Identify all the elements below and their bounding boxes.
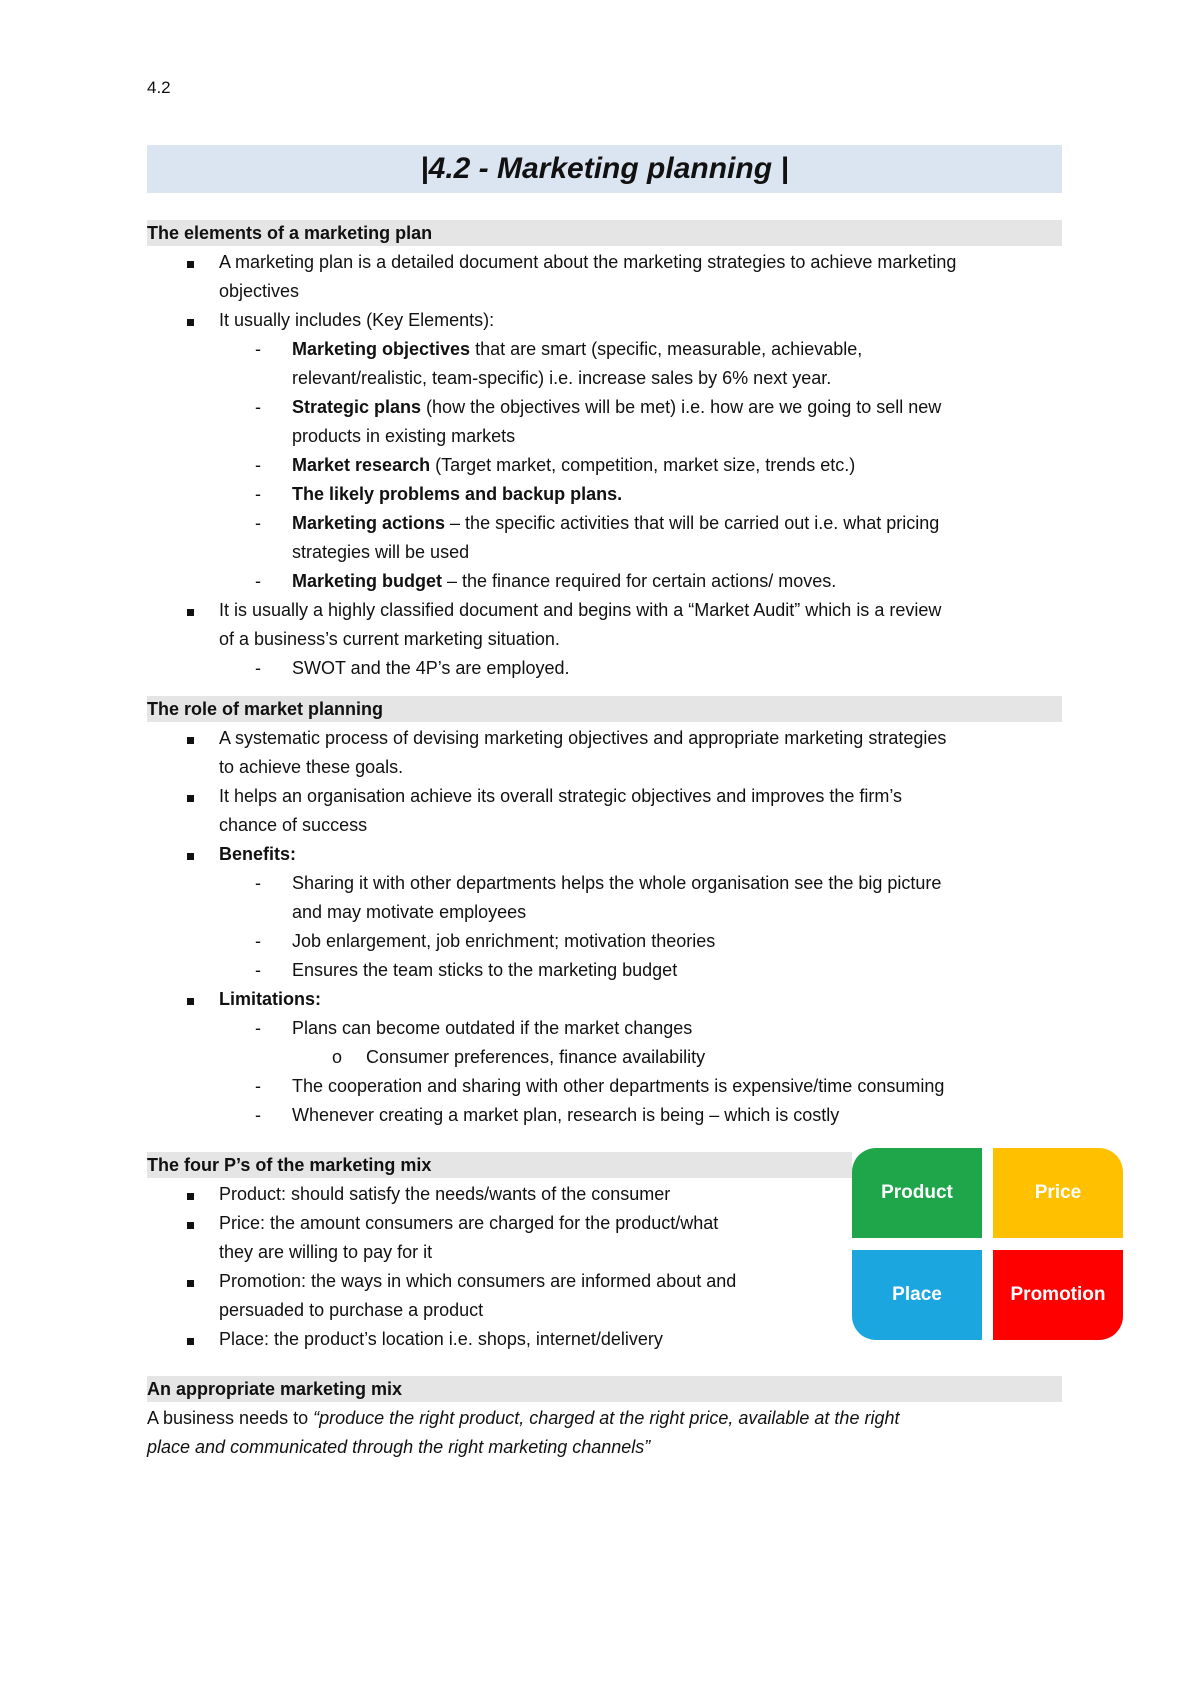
product-tile: Product	[852, 1148, 982, 1238]
list-item-limitations: Limitations:	[219, 989, 321, 1009]
sub-list-item: The cooperation and sharing with other departments is expensive/time consuming	[292, 1076, 945, 1096]
sub-list-item: Plans can become outdated if the market changes	[292, 1018, 693, 1038]
section-heading-elements: The elements of a marketing plan	[147, 220, 1062, 246]
bullet-marker	[187, 1328, 194, 1350]
key-term: Strategic plans	[292, 397, 422, 417]
list-item: Price: the amount consumers are charged for the product/what	[219, 1213, 719, 1233]
bullet-marker	[187, 309, 194, 331]
dash-marker: -	[255, 513, 261, 533]
page-number: 4.2	[147, 78, 171, 97]
page-title: |4.2 - Marketing planning |	[147, 145, 1062, 193]
dash-marker: -	[255, 484, 261, 504]
dash-marker: -	[255, 339, 261, 359]
sub-list-item-continued: relevant/realistic, team-specific) i.e. increase sales by 6% next year.	[292, 368, 832, 388]
sub-list-item-continued: strategies will be used	[292, 542, 470, 562]
sub-sub-list-item: Consumer preferences, finance availability	[366, 1047, 706, 1067]
item-text: – the finance required for certain actions/ moves.	[442, 571, 837, 591]
list-item: Place: the product’s location i.e. shops, internet/delivery	[219, 1329, 663, 1349]
list-item-continued: of a business’s current marketing situation.	[219, 629, 560, 649]
bullet-marker	[187, 785, 194, 807]
bullet-marker	[187, 1270, 194, 1292]
dash-marker: -	[255, 960, 261, 980]
quote-text: “produce the right product, charged at the right price, available at the right	[313, 1408, 900, 1428]
quote-line	[147, 1407, 899, 1429]
list-item: Promotion: the ways in which consumers are informed about and	[219, 1271, 737, 1291]
section-heading-mix: An appropriate marketing mix	[147, 1376, 1062, 1402]
quote-lead: A business needs to	[147, 1408, 314, 1428]
list-item: It is usually a highly classified document and begins with a “Market Audit” which is a review	[219, 600, 942, 620]
list-item-continued: objectives	[219, 281, 300, 301]
sub-list-item-continued: products in existing markets	[292, 426, 516, 446]
section-heading-role: The role of market planning	[147, 696, 1062, 722]
dash-marker: -	[255, 931, 261, 951]
bullet-marker	[187, 599, 194, 621]
item-text: that are smart (specific, measurable, achievable,	[470, 339, 863, 359]
dash-marker: -	[255, 1076, 261, 1096]
list-item-benefits: Benefits:	[219, 844, 297, 864]
sub-bullet-marker: o	[332, 1047, 343, 1067]
sub-list-item: Ensures the team sticks to the marketing budget	[292, 960, 678, 980]
sub-list-item	[292, 454, 855, 476]
sub-list-item: SWOT and the 4P’s are employed.	[292, 658, 570, 678]
sub-list-item-continued: and may motivate employees	[292, 902, 527, 922]
sub-list-item: The likely problems and backup plans.	[292, 484, 623, 504]
bullet-marker	[187, 1212, 194, 1234]
sub-list-item	[292, 570, 836, 592]
bullet-marker	[187, 988, 194, 1010]
bullet-marker	[187, 843, 194, 865]
list-item: Product: should satisfy the needs/wants of the consumer	[219, 1184, 671, 1204]
sub-list-item: Job enlargement, job enrichment; motivation theories	[292, 931, 716, 951]
list-item: A marketing plan is a detailed document about the marketing strategies to achieve marketing	[219, 252, 957, 272]
bullet-marker	[187, 727, 194, 749]
key-term: Marketing budget	[292, 571, 443, 591]
dash-marker: -	[255, 571, 261, 591]
place-tile: Place	[852, 1250, 982, 1340]
dash-marker: -	[255, 1105, 261, 1125]
dash-marker: -	[255, 658, 261, 678]
quote-line-continued: place and communicated through the right marketing channels”	[147, 1437, 651, 1457]
dash-marker: -	[255, 873, 261, 893]
dash-marker: -	[255, 1018, 261, 1038]
dash-marker: -	[255, 455, 261, 475]
list-item-continued: chance of success	[219, 815, 368, 835]
list-item-continued: to achieve these goals.	[219, 757, 404, 777]
key-term: Market research	[292, 455, 431, 475]
key-term: Marketing objectives	[292, 339, 471, 359]
list-item-continued: persuaded to purchase a product	[219, 1300, 484, 1320]
section-heading-four-ps: The four P’s of the marketing mix	[147, 1152, 852, 1178]
list-item: It usually includes (Key Elements):	[219, 310, 495, 330]
sub-list-item	[292, 512, 939, 534]
promotion-tile: Promotion	[993, 1250, 1123, 1340]
sub-list-item	[292, 338, 862, 360]
dash-marker: -	[255, 397, 261, 417]
sub-list-item	[292, 396, 941, 418]
bullet-marker	[187, 1183, 194, 1205]
sub-list-item: Whenever creating a market plan, research is being – which is costly	[292, 1105, 840, 1125]
item-text: – the specific activities that will be carried out i.e. what pricing	[445, 513, 940, 533]
list-item-continued: they are willing to pay for it	[219, 1242, 433, 1262]
list-item: A systematic process of devising marketing objectives and appropriate marketing strategies	[219, 728, 947, 748]
list-item: It helps an organisation achieve its overall strategic objectives and improves the firm’s	[219, 786, 903, 806]
price-tile: Price	[993, 1148, 1123, 1238]
sub-list-item: Sharing it with other departments helps the whole organisation see the big picture	[292, 873, 942, 893]
bullet-marker	[187, 251, 194, 273]
key-term: Marketing actions	[292, 513, 446, 533]
item-text: (how the objectives will be met) i.e. how are we going to sell new	[421, 397, 942, 417]
item-text: (Target market, competition, market size, trends etc.)	[430, 455, 856, 475]
